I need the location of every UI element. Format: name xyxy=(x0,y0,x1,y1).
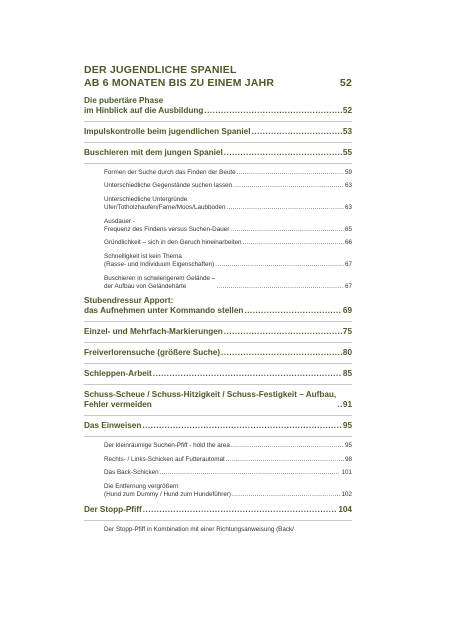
toc-entry-title xyxy=(104,456,225,464)
toc-entry-page-number: 55 xyxy=(342,148,352,157)
toc-entry-title xyxy=(104,469,159,477)
leader-dots xyxy=(337,400,342,410)
toc-entry-title xyxy=(104,442,230,450)
section-divider xyxy=(84,142,352,143)
toc-entry-page-number: 63 xyxy=(344,204,352,212)
leader-dots xyxy=(142,421,342,431)
section-divider xyxy=(84,342,352,343)
leader-dots xyxy=(252,127,342,137)
toc-entry-title-line: Impulskontrolle beim jugendlichen Spaniel xyxy=(84,127,251,136)
toc-entry-page-number: 102 xyxy=(341,491,352,499)
toc-entry-subsection xyxy=(84,526,352,534)
toc-entry-page-number: 104 xyxy=(338,504,352,514)
toc-entry-title-line: Schnelligkeit ist kein Thema xyxy=(104,252,182,260)
chapter-title-line-1: DER JUGENDLICHE SPANIEL xyxy=(84,64,237,76)
toc-entry-title-line: Ausdauer - xyxy=(104,217,135,225)
toc-entry-title-line: Das Back-Schicken xyxy=(104,469,159,477)
toc-entry-title-line: im Hinblick auf die Ausbildung xyxy=(84,106,204,115)
toc-entry-title-line: Einzel- und Mehrfach-Markierungen xyxy=(84,327,223,337)
toc-entry-title xyxy=(84,348,220,358)
toc-entry-title-line: Freiverlorensuche (größere Suche) xyxy=(84,348,221,358)
toc-entry-title-line: (Hund zum Dummy / Hund zum Hundeführer) xyxy=(104,491,232,499)
section-divider xyxy=(84,415,352,416)
section-divider xyxy=(84,121,352,122)
section-divider xyxy=(84,363,352,364)
toc-entry-title-line: Die pubertäre Phase xyxy=(84,96,164,105)
toc-entry-page-number: 80 xyxy=(342,348,352,358)
toc-entry-title xyxy=(84,127,251,137)
section-divider xyxy=(84,163,352,164)
toc-entry-title xyxy=(104,218,229,235)
toc-entry-subsection xyxy=(84,469,352,477)
leader-dots xyxy=(231,442,344,450)
toc-entry-section xyxy=(84,327,352,337)
toc-entry-subsection xyxy=(84,483,352,500)
leader-dots xyxy=(233,182,344,190)
toc-entry-title-line: Schleppen-Arbeit xyxy=(84,369,152,379)
toc-entry-title-line: das Aufnehmen unter Kommando stellen xyxy=(84,306,244,316)
toc-entry-title xyxy=(84,148,223,158)
toc-entry-subsection xyxy=(84,196,352,213)
leader-dots xyxy=(224,148,342,158)
toc-entry-section xyxy=(84,505,352,515)
table-of-contents xyxy=(84,64,352,539)
toc-entry-page-number: 98 xyxy=(344,455,352,463)
toc-entry-page-number: 85 xyxy=(342,369,352,379)
toc-entry-title xyxy=(104,483,231,500)
toc-entry-section xyxy=(84,127,352,137)
toc-entry-subsection xyxy=(84,182,352,190)
toc-entry-title-line: Unterschiedliche Untergründe xyxy=(104,195,188,203)
toc-entry-title-line: Der Stopp-Pfiff xyxy=(84,504,142,514)
leader-dots xyxy=(153,369,342,379)
toc-entry-title xyxy=(84,390,336,410)
toc-entry-title-line: Der kleinräumige Suchen-Pfiff - hold the area xyxy=(104,442,230,450)
toc-entry-page-number: 67 xyxy=(344,283,352,291)
leader-dots xyxy=(216,283,344,291)
toc-entry-page-number: 52 xyxy=(342,106,352,115)
toc-entry-title xyxy=(84,369,152,379)
toc-entry-title-line: Frequenz des Findens versus Suchen-Dauer xyxy=(104,226,230,234)
toc-entry-page-number: 91 xyxy=(342,400,352,410)
toc-entry-title xyxy=(104,196,225,213)
toc-entries xyxy=(84,96,352,534)
toc-entry-page-number: 63 xyxy=(344,182,352,190)
toc-entry-title xyxy=(84,327,223,337)
chapter-title-line-2: AB 6 MONATEN BIS ZU EINEM JAHR xyxy=(84,76,275,89)
toc-entry-title xyxy=(104,182,232,190)
section-divider xyxy=(84,520,352,521)
leader-dots xyxy=(143,505,338,515)
toc-entry-page-number: 53 xyxy=(342,127,352,136)
toc-entry-subsection xyxy=(84,239,352,247)
leader-dots xyxy=(237,169,344,177)
toc-entry-page-number: 67 xyxy=(344,261,352,269)
toc-entry-subsection xyxy=(84,218,352,235)
leader-dots xyxy=(204,106,342,116)
toc-entry-section xyxy=(84,421,352,431)
chapter-page-number: 52 xyxy=(339,76,352,89)
toc-entry-page-number: 69 xyxy=(342,306,352,316)
toc-entry-title xyxy=(104,239,242,247)
toc-entry-title-line: Die Entfernung vergrößern xyxy=(104,482,179,490)
leader-dots xyxy=(221,348,342,358)
section-divider xyxy=(84,321,352,322)
toc-entry-subsection xyxy=(84,456,352,464)
toc-entry-title-line: Buschieren mit dem jungen Spaniel xyxy=(84,148,223,157)
toc-entry-section xyxy=(84,390,352,410)
toc-entry-title-line: Rechts- / Links-Schicken auf Futterautomat xyxy=(104,455,225,463)
toc-entry-subsection xyxy=(84,442,352,450)
toc-entry-title xyxy=(104,169,236,177)
toc-entry-page-number: 95 xyxy=(344,442,352,450)
toc-entry-page-number: 59 xyxy=(344,169,352,176)
toc-entry-page-number: 101 xyxy=(341,469,352,477)
toc-entry-section xyxy=(84,369,352,379)
toc-entry-title-line: der Aufbau von Geländehärte xyxy=(104,283,187,291)
leader-dots xyxy=(244,306,342,316)
toc-entry-page-number: 65 xyxy=(344,226,352,234)
toc-entry-section xyxy=(84,296,352,316)
toc-entry-title xyxy=(84,505,142,515)
leader-dots xyxy=(215,261,344,269)
toc-entry-title xyxy=(104,253,214,270)
toc-entry-title-line: Fehler vermeiden xyxy=(84,400,152,410)
toc-entry-subsection xyxy=(84,169,352,177)
toc-entry-page-number: 95 xyxy=(342,421,352,431)
toc-entry-title-line: Ufer/Totholzhaufen/Farne/Moos/Laubboden xyxy=(104,204,226,212)
toc-entry-title-line: Das Einweisen xyxy=(84,421,142,431)
toc-entry-subsection xyxy=(84,275,352,292)
toc-entry-page-number: 75 xyxy=(342,327,352,337)
section-divider xyxy=(84,384,352,385)
toc-entry-title-line: Der Stopp-Pfiff in Kombination mit einer Richtungsanweisung (Back/ xyxy=(104,525,294,533)
toc-entry-title-line: Gründlichkeit – sich in den Geruch hineinarbeiten xyxy=(104,239,242,247)
toc-entry-title xyxy=(84,421,141,431)
toc-entry-title xyxy=(104,526,294,534)
leader-dots xyxy=(226,204,344,212)
toc-entry-title xyxy=(84,296,243,316)
toc-entry-title-line: (Rasse- und Individuum Eigenschaften) xyxy=(104,261,215,269)
toc-entry-page-number: 66 xyxy=(344,239,352,247)
chapter-heading xyxy=(84,64,352,89)
toc-entry-section xyxy=(84,148,352,158)
toc-entry-title-line: Formen der Suche durch das Finden der Beute xyxy=(104,169,236,176)
leader-dots xyxy=(230,226,344,234)
toc-entry-section xyxy=(84,348,352,358)
leader-dots xyxy=(224,327,342,337)
leader-dots xyxy=(160,469,341,477)
leader-dots xyxy=(226,456,344,464)
toc-entry-section xyxy=(84,96,352,116)
toc-entry-title-line: Unterschiedliche Gegenstände suchen lassen xyxy=(104,182,233,190)
toc-entry-title-line: Schuss-Scheue / Schuss-Hitzigkeit / Schuss-Festigkeit – Aufbau, xyxy=(84,390,337,400)
toc-entry-title xyxy=(84,96,203,116)
leader-dots xyxy=(243,239,344,247)
toc-entry-title xyxy=(104,275,215,292)
section-divider xyxy=(84,436,352,437)
toc-entry-subsection xyxy=(84,253,352,270)
leader-dots xyxy=(232,491,340,499)
toc-entry-title-line: Buschieren in schwierigerem Gelände – xyxy=(104,274,216,282)
toc-entry-title-line: Stubendressur Apport: xyxy=(84,296,174,306)
